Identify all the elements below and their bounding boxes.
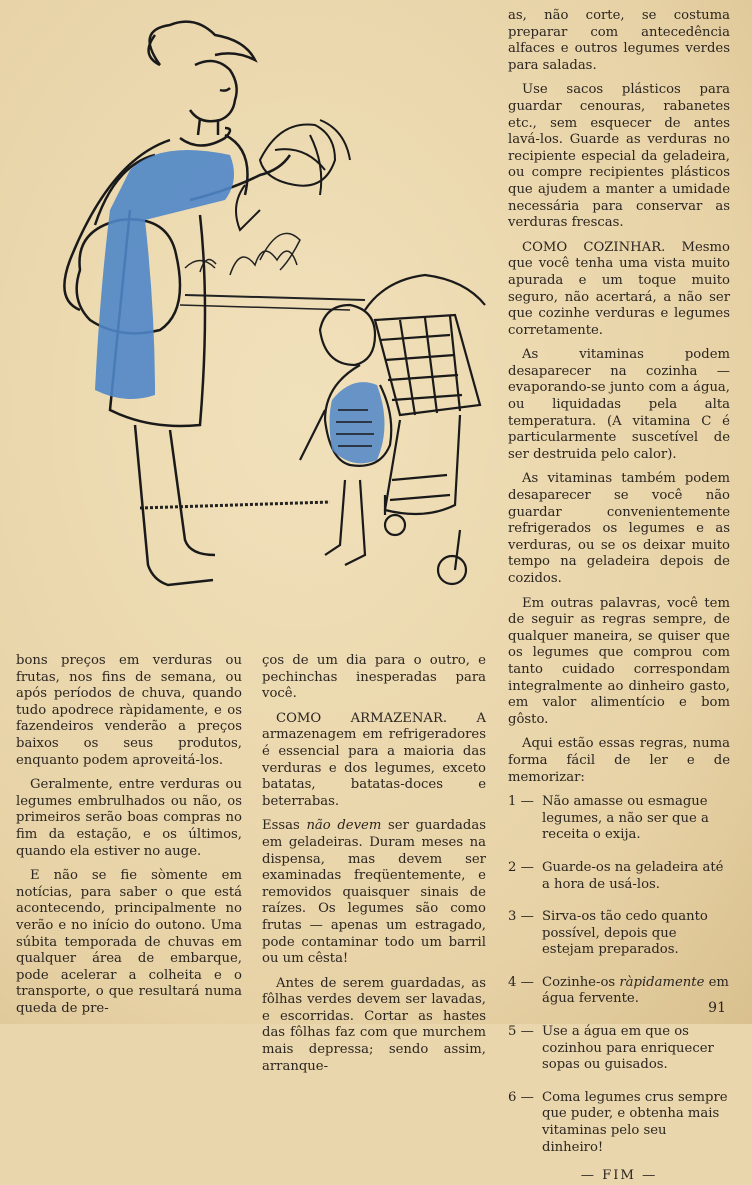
paragraph: Essas não devem ser guardadas em geladeiras. Duram meses na dispensa, mas devem ser examinadas freqüentemente, e removidos quaisquer sinais de raízes. Os legumes são como frutas — apenas um estragado, pode contaminar todo um barril ou um cêsta!	[262, 818, 486, 967]
list-item: 5 — Use a água em que os cozinhou para enriquecer sopas ou guisados.	[508, 1024, 714, 1073]
paragraph: bons preços em verduras ou frutas, nos fins de semana, ou após períodos de chuva, quando tudo apodrece ràpidamente, e os fazendeiros venderão a preços baixos os seus produtos, enquanto podem aproveitá-los.	[16, 653, 242, 768]
list-item: 4 — Cozinhe-os ràpidamente em água fervente.	[508, 974, 729, 1007]
text-column-2	[262, 653, 486, 1083]
paragraph: as, não corte, se costuma preparar com antecedência alfaces e outros legumes verdes para saladas.	[508, 8, 730, 73]
rules-list	[508, 794, 730, 1156]
list-item: 1 — Não amasse ou esmague legumes, a não ser que a receita o exija.	[508, 794, 709, 843]
list-item: 3 — Sirva-os tão cedo quanto possível, depois que estejam preparados.	[508, 909, 708, 958]
paragraph: Use sacos plásticos para guardar cenouras, rabanetes etc., sem esquecer de antes lavá-los. Guarde as verduras no recipiente especial da geladeira, ou compre recipientes plásticos que ajudem a manter a umidade necessária para conservar as verduras frescas.	[508, 82, 730, 231]
list-item: 6 — Coma legumes crus sempre que puder, e obtenha mais vitaminas pelo seu dinheiro!	[508, 1089, 728, 1155]
paragraph: Antes de serem guardadas, as fôlhas verdes devem ser lavadas, e escorridas. Cortar as hastes das fôlhas faz com que murchem mais depressa; sendo assim, arranque-	[262, 975, 486, 1074]
text-column-1	[16, 653, 242, 1025]
list-item: 2 — Guarde-os na geladeira até a hora de usá-los.	[508, 859, 724, 892]
paragraph: ços de um dia para o outro, e pechinchas inesperadas para você.	[262, 653, 486, 702]
paragraph: As vitaminas podem desaparecer na cozinha — evaporando-se junto com a água, ou liquidadas pela alta temperatura. (A vitamina C é particularmente suscetível de ser destruida pelo calor).	[508, 347, 730, 462]
text-column-3	[508, 8, 730, 1185]
shopping-illustration	[20, 10, 490, 610]
page-number: 91	[708, 1000, 726, 1016]
paragraph: Aqui estão essas regras, numa forma fácil de ler e de memorizar:	[508, 736, 730, 785]
paragraph: Geralmente, entre verduras ou legumes embrulhados ou não, os primeiros serão boas compras no fim da estação, e os últimos, quando ela estiver no auge.	[16, 777, 242, 859]
end-mark: — FIM —	[580, 1168, 658, 1184]
paragraph: As vitaminas também podem desaparecer se você não guardar convenientemente refrigerados os legumes e as verduras, ou se os deixar muito tempo na geladeira depois de cozidos.	[508, 471, 730, 586]
paragraph: Em outras palavras, você tem de seguir as regras sempre, de qualquer maneira, se quiser que os legumes que comprou com tanto cuidado correspondam integralmente ao dinheiro gasto, em valor alimentício e bom gôsto.	[508, 595, 730, 727]
paragraph: E não se fie sòmente em notícias, para saber o que está acontecendo, principalmente no verão e no início do outono. Uma súbita temporada de chuvas em qualquer área de embarque, pode acelerar a colheita e o transporte, o que resultará numa queda de pre-	[16, 868, 242, 1016]
section-como-armazenar: COMO ARMAZENAR. A armazenagem em refrigeradores é essencial para a maioria das verduras e dos legumes, exceto batatas, batatas-doces e beterrabas.	[262, 710, 486, 809]
section-como-cozinhar: COMO COZINHAR. Mesmo que você tenha uma vista muito apurada e um toque muito seguro, não acertará, a não ser que cozinhe verduras e legumes corretamente.	[508, 239, 730, 338]
